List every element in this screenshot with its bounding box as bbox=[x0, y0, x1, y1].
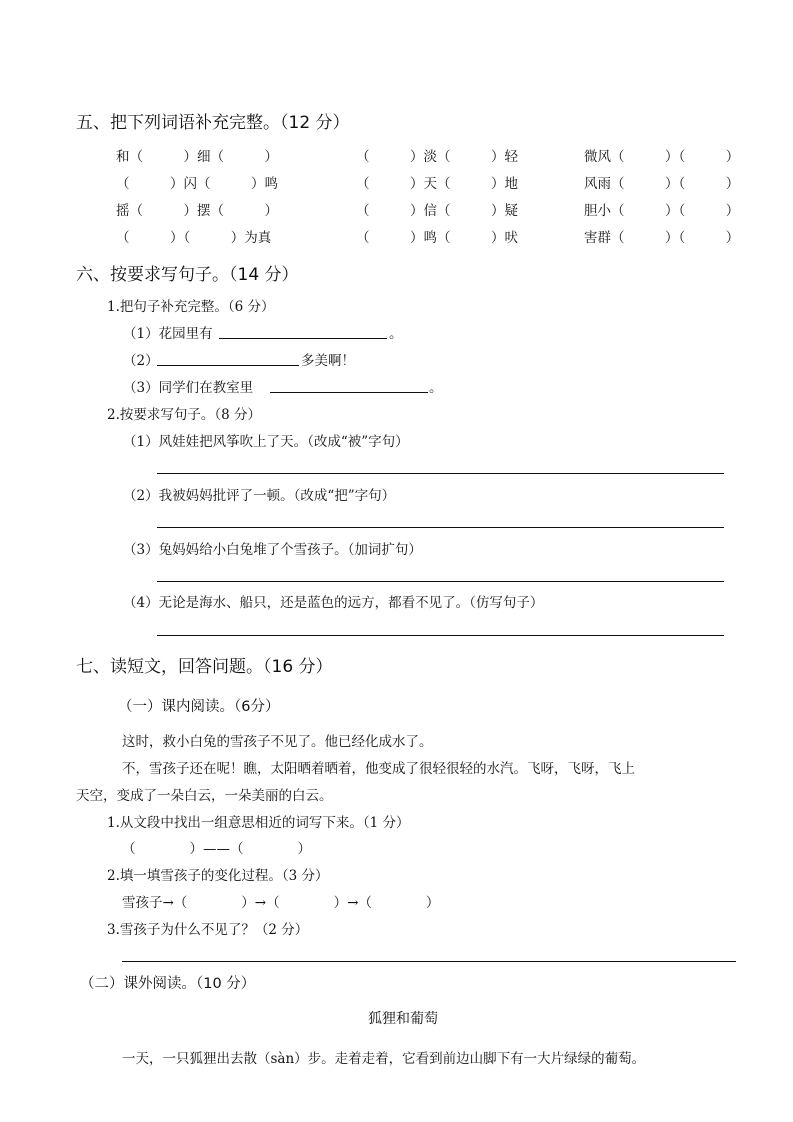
sentence-prompt: （3）同学们在教室里 bbox=[123, 380, 254, 396]
word-cell: 摇（ ）摆（ ） bbox=[116, 203, 278, 219]
word-cell: （ ）鸣（ ）吠 bbox=[356, 230, 518, 246]
section-6-title: 六、按要求写句子。（14 分） bbox=[76, 265, 299, 285]
word-cell: 微风（ ）（ ） bbox=[584, 149, 740, 165]
section-5-title: 五、把下列词语补充完整。（12 分） bbox=[76, 113, 350, 133]
part-2-title: （二）课外阅读。（10 分） bbox=[80, 976, 256, 992]
passage-paragraph: 天空，变成了一朵白云，一朵美丽的白云。 bbox=[76, 788, 333, 804]
sentence-end: 。 bbox=[429, 380, 443, 396]
question-label: 1.从文段中找出一组意思相近的词写下来。（1 分） bbox=[107, 815, 410, 831]
word-cell: 害群（ ）（ ） bbox=[584, 230, 740, 246]
answer-line[interactable] bbox=[157, 581, 724, 582]
question-label: 2.按要求写句子。（8 分） bbox=[107, 407, 262, 423]
answer-line[interactable] bbox=[157, 527, 724, 528]
story-title: 狐狸和葡萄 bbox=[368, 1011, 438, 1027]
sentence-task: （3）兔妈妈给小白兔堆了个雪孩子。（加词扩句） bbox=[123, 542, 422, 558]
answer-line[interactable] bbox=[157, 365, 299, 366]
part-1-title: （一）课内阅读。（6分） bbox=[118, 699, 280, 715]
word-cell: （ ）天（ ）地 bbox=[356, 176, 518, 192]
word-cell: 风雨（ ）（ ） bbox=[584, 176, 740, 192]
passage-paragraph: 这时，救小白兔的雪孩子不见了。他已经化成水了。 bbox=[122, 734, 433, 750]
sentence-task: （1）风娃娃把风筝吹上了天。（改成“被”字句） bbox=[123, 434, 409, 450]
word-cell: （ ）信（ ）疑 bbox=[356, 203, 518, 219]
question-label: 2.填一填雪孩子的变化过程。（3 分） bbox=[107, 868, 329, 884]
word-cell: 胆小（ ）（ ） bbox=[584, 203, 740, 219]
answer-line[interactable] bbox=[122, 961, 736, 962]
answer-blank[interactable]: 雪孩子→（ ）→（ ）→（ ） bbox=[122, 895, 440, 911]
sentence-task: （2）我被妈妈批评了一顿。（改成“把”字句） bbox=[123, 488, 396, 504]
passage-paragraph: 不，雪孩子还在呢！瞧，太阳晒着晒着，他变成了很轻很轻的水汽。飞呀，飞呀，飞上 bbox=[122, 761, 635, 777]
word-cell: 和（ ）细（ ） bbox=[116, 149, 278, 165]
word-cell: （ ）闪（ ）鸣 bbox=[116, 176, 278, 192]
passage-paragraph: 一天，一只狐狸出去散（sàn）步。走着走着，它看到前边山脚下有一大片绿绿的葡萄。 bbox=[122, 1051, 646, 1067]
question-label: 1.把句子补充完整。（6 分） bbox=[107, 299, 275, 315]
sentence-prompt: （2） bbox=[123, 353, 159, 369]
sentence-end: 。 bbox=[389, 326, 403, 342]
answer-blank[interactable]: （ ）——（ ） bbox=[122, 841, 311, 857]
question-label: 3.雪孩子为什么不见了？（2 分） bbox=[107, 922, 309, 938]
word-cell: （ ）（ ）为真 bbox=[116, 230, 272, 246]
section-7-title: 七、读短文，回答问题。（16 分） bbox=[76, 657, 333, 677]
sentence-end: 多美啊！ bbox=[301, 353, 355, 369]
answer-line[interactable] bbox=[157, 635, 724, 636]
word-cell: （ ）淡（ ）轻 bbox=[356, 149, 518, 165]
sentence-task: （4）无论是海水、船只，还是蓝色的远方，都看不见了。（仿写句子） bbox=[123, 595, 544, 611]
sentence-prompt: （1）花园里有 bbox=[123, 326, 213, 342]
answer-line[interactable] bbox=[270, 392, 428, 393]
answer-line[interactable] bbox=[219, 338, 387, 339]
answer-line[interactable] bbox=[157, 473, 724, 474]
